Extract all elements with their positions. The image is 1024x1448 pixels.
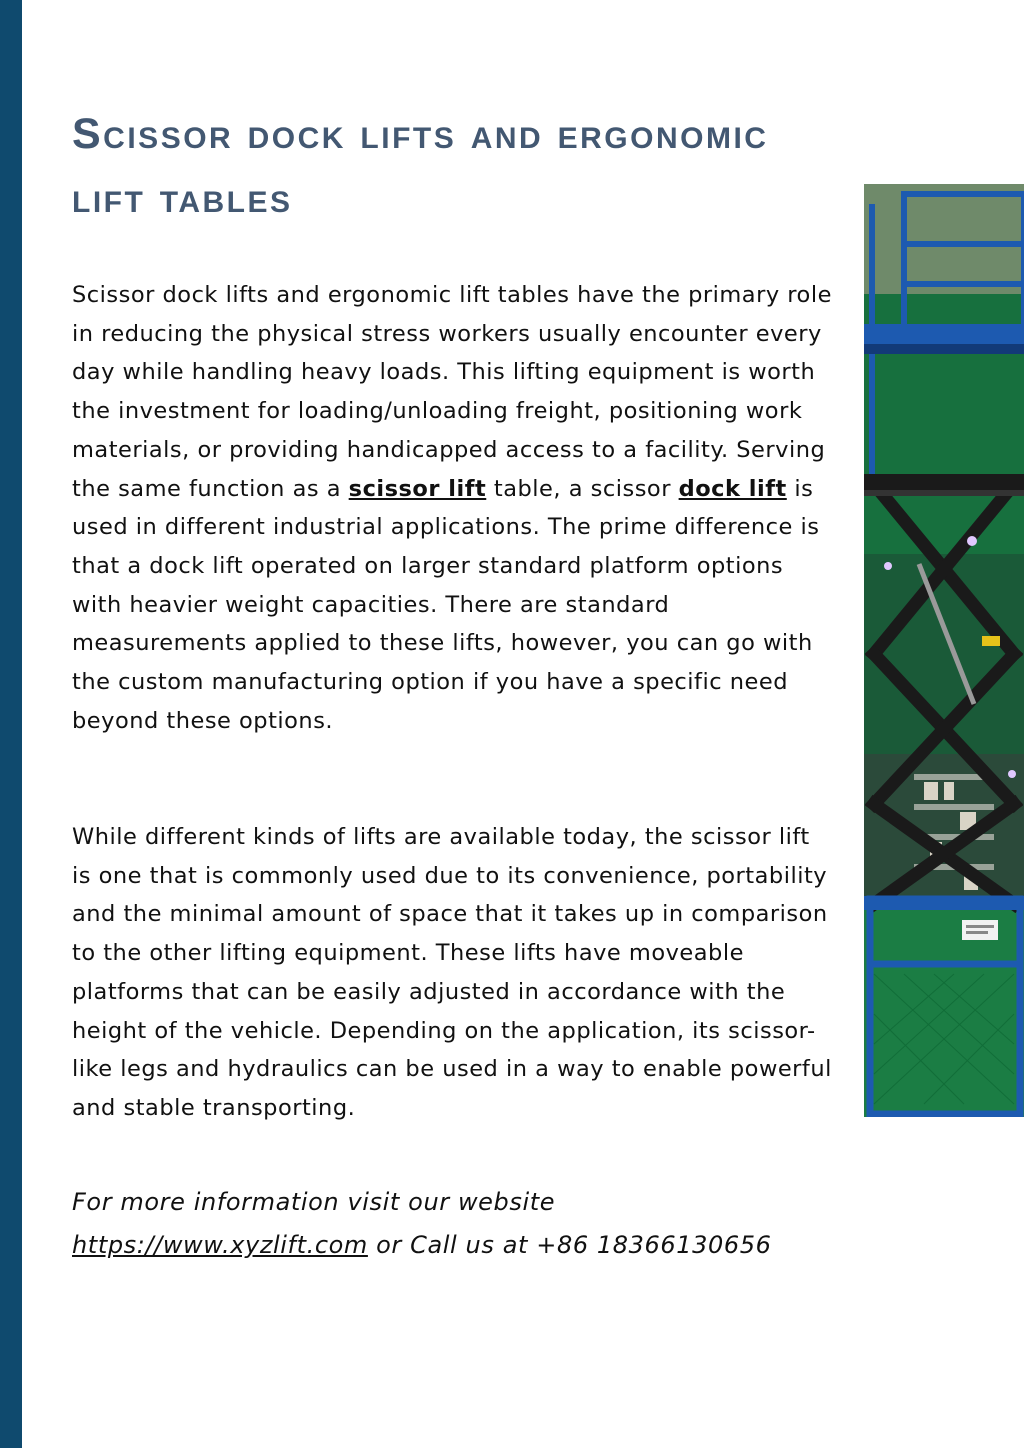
scissor-lift-photo <box>864 184 1024 1117</box>
scissor-lift-link[interactable]: scissor lift <box>348 475 487 502</box>
website-link[interactable]: https://www.xyzlift.com <box>72 1231 368 1259</box>
dock-lift-link[interactable]: dock lift <box>678 475 787 502</box>
intro-text-middle: table, a scissor <box>486 475 679 502</box>
page-title: Scissor dock lifts and ergonomic lift tables <box>72 110 769 222</box>
footer-call-text: or Call us at +86 18366130656 <box>367 1231 772 1259</box>
intro-text-end: is used in different industrial applications. The prime difference is that a dock lift operated on larger standard platform options with heavier weight capacities. There are standard measurements applied to these lifts, however, you can go with the custom manufacturing option if you have a specific need beyond these options. <box>72 475 820 734</box>
intro-text-start: Scissor dock lifts and ergonomic lift tables have the primary role in reducing the physical stress workers usually encounter every day while handling heavy loads. This lifting equipment is worth the investment for loading/unloading freight, positioning work materials, or providing handicapped access to a facility. Serving the same function as a <box>72 282 832 502</box>
left-accent-bar <box>0 0 22 1448</box>
contact-footer <box>72 1181 852 1267</box>
intro-paragraph <box>72 276 832 740</box>
second-paragraph: While different kinds of lifts are available today, the scissor lift is one that is commonly used due to its convenience, portability and the minimal amount of space that it takes up in comparison to the other lifting equipment. These lifts have moveable platforms that can be easily adjusted in accordance with the height of the vehicle. Depending on the application, its scissor-like legs and hydraulics can be used in a way to enable powerful and stable transporting. <box>72 824 832 1121</box>
scissor-lift-illustration <box>864 184 1024 1117</box>
footer-lead-text: For more information visit our website <box>72 1188 556 1216</box>
